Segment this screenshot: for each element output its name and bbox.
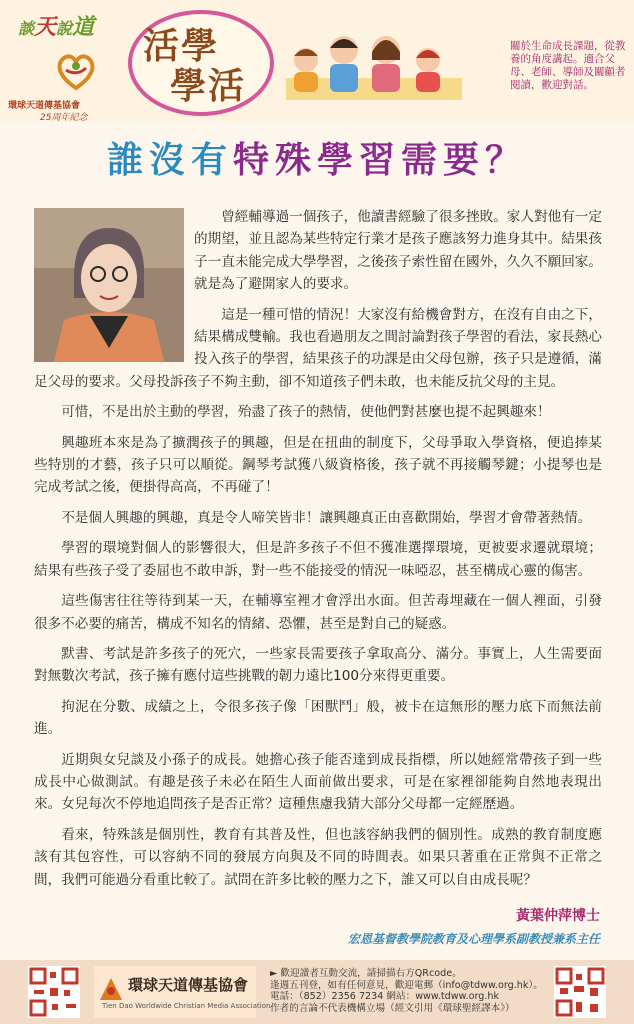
child-figure-2 xyxy=(416,48,440,92)
org-name-en: Tien Dao Worldwide Christian Media Association xyxy=(102,1002,271,1010)
paragraph-11: 看來，特殊該是個別性，教育有其普及性，但也該容納我們的個別性。成熟的教育制度應該有其包容性，可以容納不同的發展方向與及不同的時間表。如果只著重在正常與不正常之間，我們可能過分看重比較了。試問在許多比較的壓力之下，誰又可以自由成長呢？ xyxy=(34,826,602,888)
logo-char-3: 說 xyxy=(56,19,73,38)
qr-code-right[interactable] xyxy=(554,966,606,1018)
anniversary-label: 25周年紀念 xyxy=(40,113,88,123)
title-part-2: 特殊學習需要？ xyxy=(233,140,528,181)
paragraph-6: 學習的環境對個人的影響很大，但是許多孩子不但不獲准選擇環境，更被要求遷就環境；結果有些孩子受了委屈也不敢申訴，對一些不能接受的情況一味啞忍，甚至構成心靈的傷害。 xyxy=(34,540,602,579)
paragraph-4: 興趣班本來是為了擴潤孩子的興趣，但是在扭曲的制度下，父母爭取入學資格，便追捧某些特別的才藝，孩子只可以順從。鋼琴考試獲八級資格後，孩子就不再接觸琴鍵；小提琴也是完成考試之後，便掛得高高，不再碰了！ xyxy=(34,434,602,496)
logo-char-2: 天 xyxy=(34,14,57,40)
column-title-line1: 活學 xyxy=(143,25,220,67)
contact-info xyxy=(270,968,550,1014)
paragraph-10: 近期與女兒談及小孫子的成長。她擔心孩子能否達到成長指標，所以她經常帶孩子到一些成長中心做測試。有趣是孩子未必在陌生人面前做出要求，可是在家裡卻能夠自然地表現出來。女兒每次不停地追問孩子是否正常？這種焦慮我猜大部分父母都一定經歷過。 xyxy=(34,751,602,813)
author-title: 宏恩基督教學院教育及心理學系副教授兼系主任 xyxy=(347,932,600,946)
paragraph-8: 默書、考試是許多孩子的死穴，一些家長需要孩子拿取高分、滿分。事實上，人生需要面對無數次考試，孩子擁有應付這些挑戰的韌力遠比100分來得更重要。 xyxy=(34,645,602,685)
paragraph-5: 不是個人興趣的興趣，真是令人啼笑皆非！讓興趣真正由喜歡開始，學習才會帶著熱情。 xyxy=(61,509,592,526)
column-logo xyxy=(18,10,94,41)
anniversary-heart-icon xyxy=(52,46,100,94)
logo-char-4: 道 xyxy=(72,14,95,40)
article-body xyxy=(34,206,602,899)
column-title-line2: 學活 xyxy=(170,65,247,107)
child-figure-1 xyxy=(294,48,318,92)
family-illustration xyxy=(286,20,462,100)
photo-spacer xyxy=(34,206,194,366)
article-title xyxy=(0,132,634,183)
qr-code-left[interactable] xyxy=(28,966,80,1018)
contact-line-1: ► 歡迎讀者互動交流，請掃描右方QRcode。 xyxy=(270,968,462,979)
org-name: 環球天道傳基協會 xyxy=(128,976,249,994)
paragraph-3: 可惜，不是出於主動的學習，殆盡了孩子的熱情，使他們對甚麼也提不起興趣來！ xyxy=(61,404,551,421)
paragraph-2: 這是一種可惜的情況！大家沒有給機會對方，在沒有自由之下，結果構成雙輸。我也看過朋友之間討論對孩子學習的看法，家長熱心投入孩子的學習，結果孩子的功課是由父母包辦，孩子只是遵循，滿足父母的要求。父母投訴孩子不夠主動，卻不知道孩子們未敢，也未能反抗父母的主見。 xyxy=(34,306,602,390)
paragraph-1: 曾經輔導過一個孩子，他讀書經驗了很多挫敗。家人對他有一定的期望，並且認為某些特定行業才是孩子應該努力進身其中。結果孩子一直未能完成大學學習，之後孩子索性留在國外，久久不願回家。就是為了避開家人的要求。 xyxy=(194,209,602,293)
contact-line-3: 電話：（852）2356 7234 網站：www.tdww.org.hk xyxy=(270,991,500,1003)
contact-line-2: 逢週五刊登，如有任何意見，歡迎電郵（info@tdww.org.hk）。 xyxy=(270,979,543,991)
paragraph-9: 拘泥在分數、成績之上，令很多孩子像「困獸鬥」般，被卡在這無形的壓力底下而無法前進。 xyxy=(34,698,602,738)
logo-char-1: 談 xyxy=(18,19,35,38)
paragraph-7: 這些傷害往往等待到某一天，在輔導室裡才會浮出水面。但苦毒埋藏在一個人裡面，引發很多不必要的痛苦，構成不知名的情緒、恐懼，甚至是對自己的疑惑。 xyxy=(34,593,602,632)
column-intro: 關於生命成長課題，從教養的角度講起。適合父母、老師、導師及關顧者閱讀，歡迎對話。 xyxy=(510,40,626,91)
org-logo-icon xyxy=(98,976,124,1002)
title-part-1: 誰沒有 xyxy=(106,140,233,181)
anniversary-org: 環球天道傳基協會 xyxy=(8,101,81,111)
author-name: 黃葉仲萍博士 xyxy=(516,908,600,924)
contact-line-4: 作者的言論不代表機構立場（經文引用《環球聖經譯本》） xyxy=(270,1002,515,1014)
adult-figure-1 xyxy=(330,36,358,92)
adult-figure-2 xyxy=(372,36,400,92)
